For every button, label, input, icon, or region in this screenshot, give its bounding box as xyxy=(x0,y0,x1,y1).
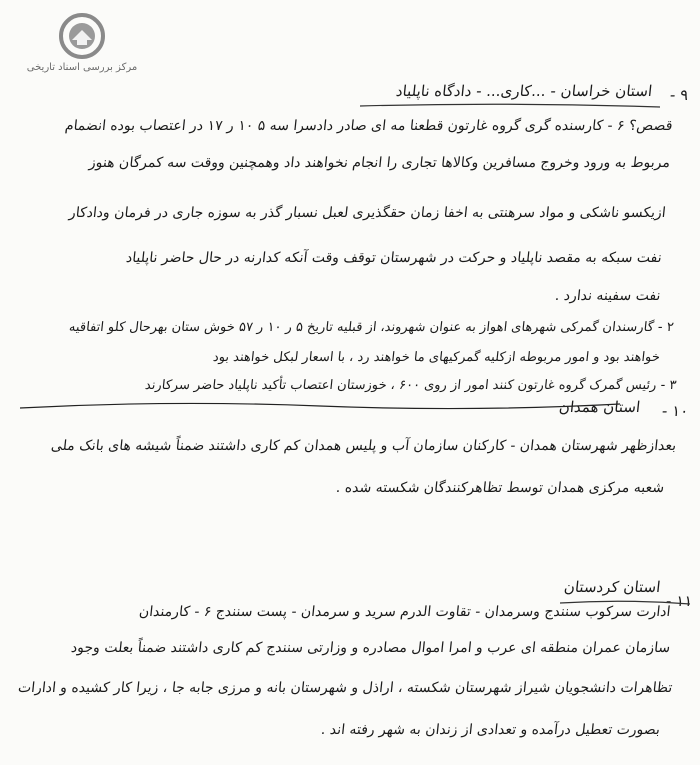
section-9-number: ۹ - xyxy=(668,86,689,104)
section-9-line-5: نفت سفینه ندارد . xyxy=(553,288,661,304)
section-10-line-1: بعدازظهر شهرستان همدان - کارکنان سازمان آب و پلیس همدان کم کاری داشتند ضمناً شیشه های بانک ملی xyxy=(50,438,677,454)
section-9-line-1: قصص؟ ۶ - کارسنده گری گروه غارتون قطعنا مه ای صادر دادسرا سه ۵ ۱۰ ر ۱۷ در اعتصاب بوده انضمام xyxy=(63,118,673,134)
section-9-item-2-cont: خواهند بود و امور مربوطه ازکلیه گمرکیهای ما خواهند رد ، با اسعار لبکل خواهند بود xyxy=(212,350,661,365)
section-11-line-4: بصورت تعطیل درآمده و تعدادی از زندان به شهر رفته اند . xyxy=(320,722,661,738)
section-11-line-1: ادارت سرکوب سنندج وسرمدان - تقاوت الدرم سرید و سرمدان - پست سنندج ۶ - کارمندان xyxy=(137,604,671,620)
section-9-line-2: مربوط به ورود وخروج مسافرین وکالاها تجاری را انجام نخواهند داد وهمچنین ووقت سه کمرگان هنوز xyxy=(88,155,671,171)
section-9-item-3: ۳ - رئیس گمرک گروه غارتون کنند امور از روی ۶۰۰ ، خوزستان اعتصاب تأکید ناپلیاد حاضر سرکارند xyxy=(143,378,677,393)
logo-caption: مرکز بررسی اسناد تاریخی xyxy=(26,62,138,73)
section-9-title: استان خراسان - ...کاری... - دادگاه ناپلیاد xyxy=(394,82,653,100)
section-9-line-4: نفت سبکه به مقصد ناپلیاد و حرکت در شهرستان توقف وقت آنکه کدارنه در حال حاضر ناپلیاد xyxy=(125,250,663,266)
section-11-line-3: تظاهرات دانشجویان شیراز شهرستان شکسته ، اراذل و شهرستان بانه و مرزی جابه جا ، زیرا کار کشیده و ادارات xyxy=(16,680,673,696)
section-9-item-2: ۲ - گارسندان گمرکی شهرهای اهواز به عنوان شهروند، از قبلیه تاریخ ۵ ر ۱۰ ر ۵۷ خوش ستان بهرحال کلو اتفاقیه xyxy=(68,320,675,335)
section-9-title-underline xyxy=(360,102,660,110)
section-10-title: استان همدان xyxy=(557,398,641,416)
section-11-number: ۱۱ - xyxy=(664,592,693,610)
section-10-line-2: شعبه مرکزی همدان توسط تظاهرکنندگان شکسته شده . xyxy=(335,480,665,496)
section-9-line-3: ازیکسو ناشکی و مواد سرهنتی به اخفا زمان حقگذیری لعبل نسبار گذر به سوزه جاری در فرمان ودادکار xyxy=(68,205,667,221)
section-10-number: ۱۰ - xyxy=(660,402,689,420)
archive-center-logo xyxy=(58,12,106,60)
section-11-title: استان کردستان xyxy=(562,578,661,596)
section-11-line-2: سازمان عمران منطقه ای عرب و امرا اموال مصادره و وزارتی سنندج کم کاری داشتند ضمناً بعلت وجود xyxy=(70,640,671,656)
